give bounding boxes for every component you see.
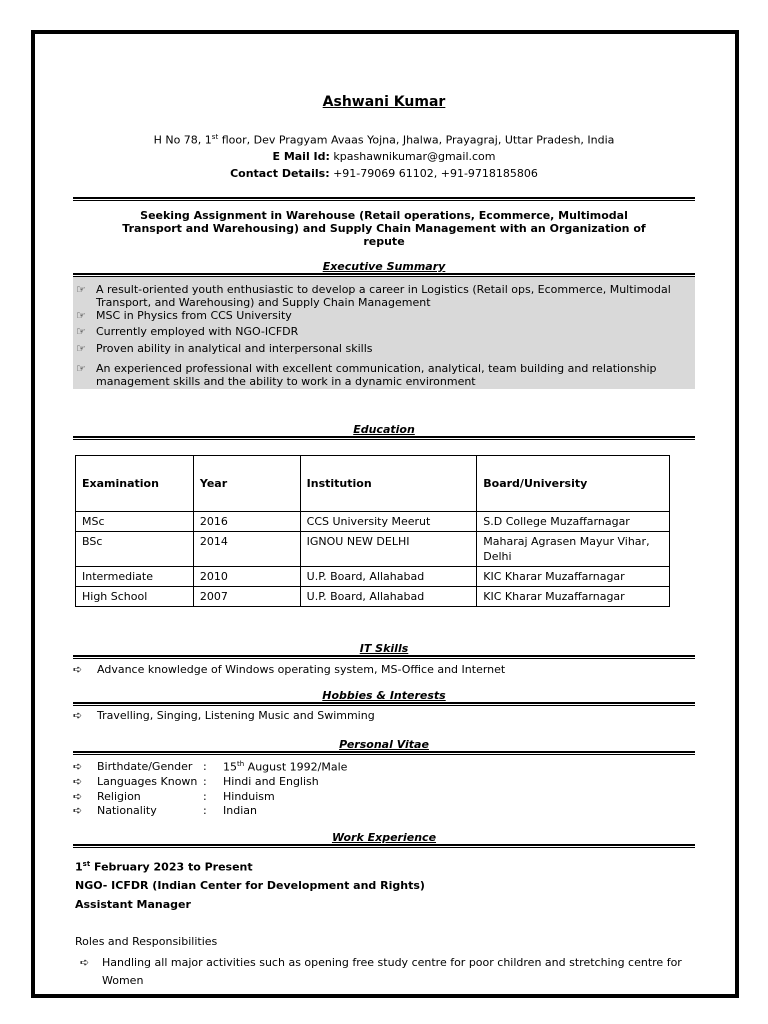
education-table: [75, 455, 670, 607]
column-header: Year: [193, 456, 300, 512]
list-item: ➪ Handling all major activities such as opening free study centre for poor children and stretching centre for Women: [80, 956, 682, 987]
work-experience-heading: Work Experience: [331, 831, 437, 844]
address: H No 78, 1st floor, Dev Pragyam Avaas Yojna, Jhalwa, Prayagraj, Uttar Pradesh, India: [153, 133, 615, 147]
column-header: Institution: [300, 456, 477, 512]
arrow-bullet-icon: ➪: [73, 760, 83, 773]
table-row: High School 2007 U.P. Board, Allahabad KIC Kharar Muzaffarnagar: [76, 587, 670, 607]
divider: [73, 702, 695, 706]
table-row: MSc 2016 CCS University Meerut S.D College Muzaffarnagar: [76, 512, 670, 532]
personal-vitae-heading: Personal Vitae: [339, 738, 429, 751]
arrow-bullet-icon: ➪: [73, 790, 83, 803]
hand-pointer-icon: ☞: [76, 362, 86, 375]
candidate-name: Ashwani Kumar: [322, 94, 446, 110]
contact-line: Contact Details: +91-79069 61102, +91-9718185806: [230, 167, 538, 180]
divider: [73, 655, 695, 659]
table-row: BSc 2014 IGNOU NEW DELHI Maharaj Agrasen Mayur Vihar, Delhi: [76, 532, 670, 567]
hand-pointer-icon: ☞: [76, 309, 86, 322]
hand-pointer-icon: ☞: [76, 325, 86, 338]
hand-pointer-icon: ☞: [76, 283, 86, 296]
table-row: Intermediate 2010 U.P. Board, Allahabad KIC Kharar Muzaffarnagar: [76, 567, 670, 587]
divider: [73, 844, 695, 848]
work-role: Assistant Manager: [75, 898, 191, 911]
arrow-bullet-icon: ➪: [73, 775, 83, 788]
hobbies-heading: Hobbies & Interests: [322, 689, 446, 702]
career-objective: Seeking Assignment in Warehouse (Retail operations, Ecommerce, Multimodal Transport and Warehousing) and Supply Chain Management with an Organization of repute: [122, 209, 646, 248]
arrow-bullet-icon: ➪: [80, 956, 90, 969]
email-line: E Mail Id: kpashawnikumar@gmail.com: [272, 150, 496, 163]
hand-pointer-icon: ☞: [76, 342, 86, 355]
it-skills-heading: IT Skills: [359, 642, 409, 655]
divider: [73, 751, 695, 755]
work-organization: NGO- ICFDR (Indian Center for Development and Rights): [75, 879, 425, 892]
table-header-row: [76, 456, 670, 512]
arrow-bullet-icon: ➪: [73, 804, 83, 817]
roles-heading: Roles and Responsibilities: [75, 935, 218, 948]
column-header: Examination: [76, 456, 194, 512]
column-header: Board/University: [477, 456, 670, 512]
work-dates: 1st February 2023 to Present: [75, 860, 253, 874]
divider: [73, 436, 695, 440]
education-heading: Education: [353, 423, 415, 436]
executive-summary-heading: Executive Summary: [322, 260, 446, 273]
arrow-bullet-icon: ➪: [73, 709, 83, 722]
arrow-bullet-icon: ➪: [73, 663, 83, 676]
divider: [73, 197, 695, 201]
